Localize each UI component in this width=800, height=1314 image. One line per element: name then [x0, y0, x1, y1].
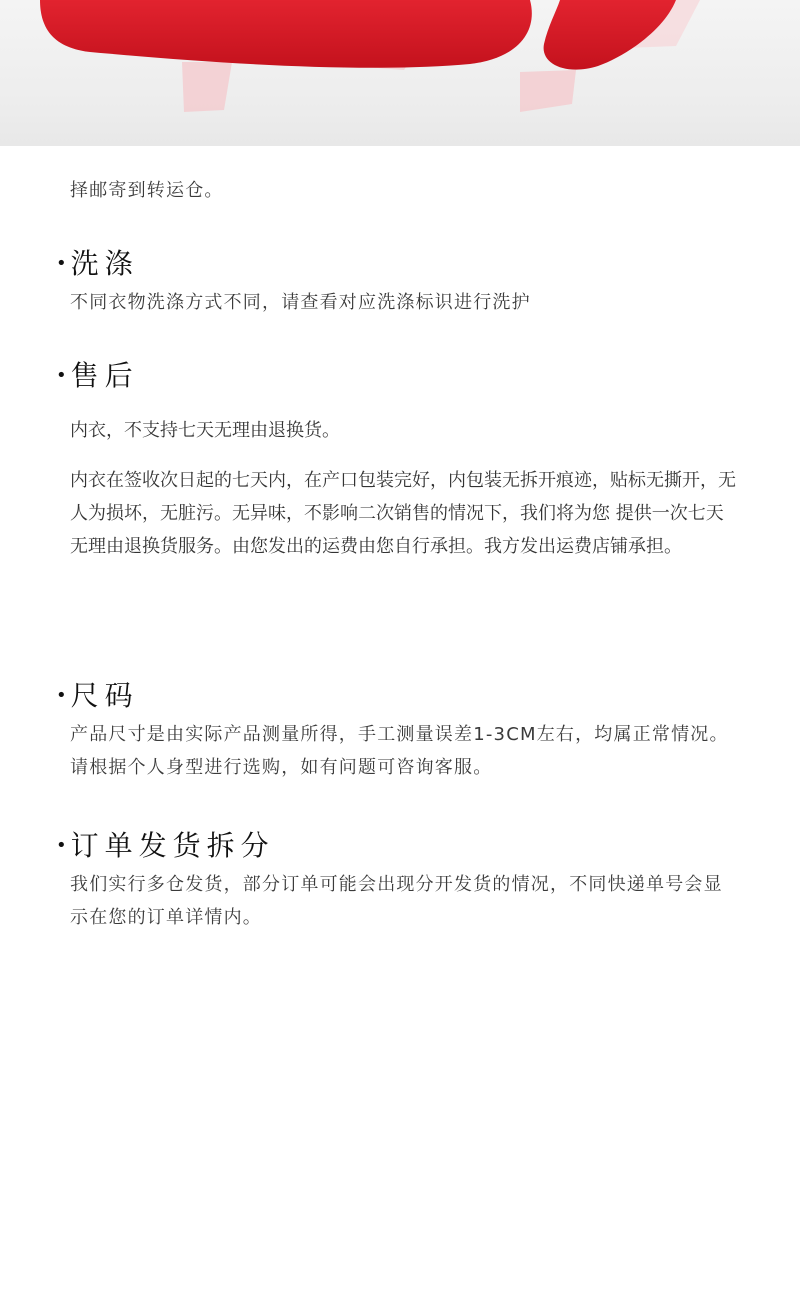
- red-product-illustration: [0, 0, 800, 146]
- bullet-dot: •: [56, 835, 67, 856]
- section-heading-after-sales: [56, 354, 139, 394]
- after-sales-paragraph: 内衣在签收次日起的七天内，在产口包装完好，内包装无拆开痕迹，贴标无撕开，无人为损坏，无脏污。无异味，不影响二次销售的情况下，我们将为您 提供一次七天无理由退换货服务。由您发出的运费由您自行承担。我方发出运费店铺承担。: [70, 470, 736, 557]
- bullet-dot: •: [56, 365, 67, 386]
- reflection-shape: [182, 62, 232, 112]
- order-split-paragraph: 我们实行多仓发货，部分订单可能会出现分开发货的情况，不同快递单号会显示在您的订单详情内。: [70, 874, 723, 928]
- bullet-dot: •: [56, 685, 67, 706]
- section-title: 售后: [70, 359, 139, 392]
- section-title: 尺码: [70, 679, 139, 712]
- bullet-dot: •: [56, 253, 67, 274]
- section-heading-size: [56, 674, 139, 714]
- section-title: 洗涤: [70, 247, 139, 280]
- section-title: 订单发货拆分: [70, 829, 275, 862]
- intro-text: 择邮寄到转运仓。: [70, 180, 224, 201]
- section-heading-order-split: [56, 824, 275, 864]
- red-fabric-shape: [40, 0, 532, 68]
- reflection-shape: [520, 70, 576, 112]
- product-image-crop: [0, 0, 800, 146]
- washing-paragraph: 不同衣物洗涤方式不同，请查看对应洗涤标识进行洗护: [70, 292, 531, 313]
- size-paragraph: 产品尺寸是由实际产品测量所得，手工测量误差1-3CM左右，均属正常情况。请根据个人身型进行选购，如有问题可咨询客服。: [70, 724, 729, 778]
- section-heading-washing: [56, 242, 139, 282]
- after-sales-paragraph: 内衣，不支持七天无理由退换货。: [70, 420, 340, 441]
